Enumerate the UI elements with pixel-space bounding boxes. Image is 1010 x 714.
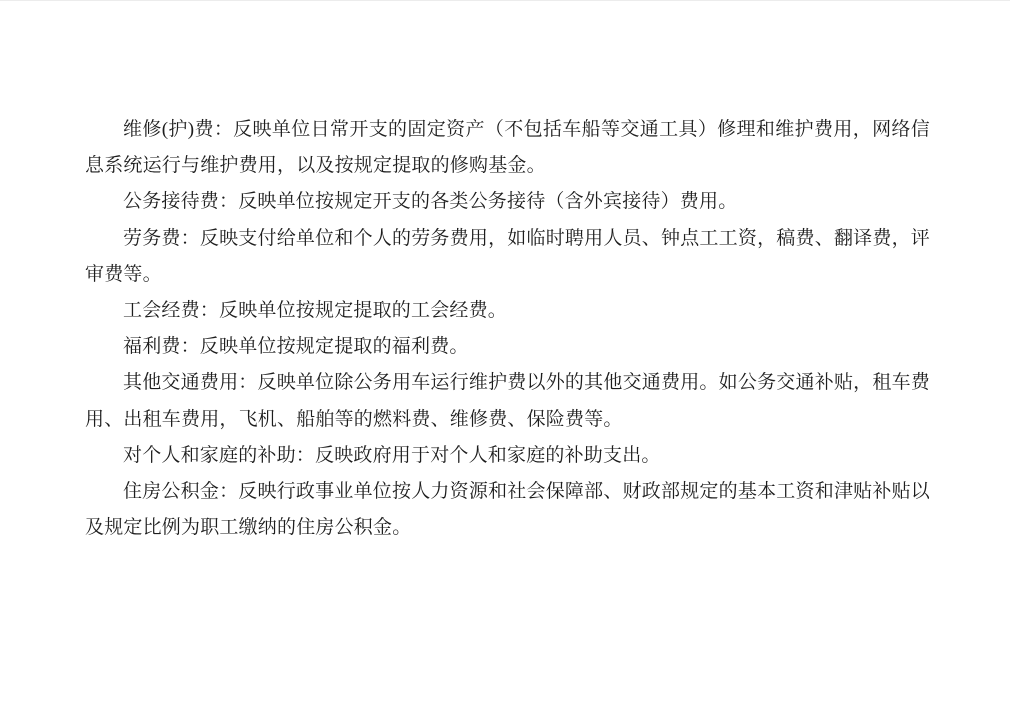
paragraph-maintenance-fee: 维修(护)费：反映单位日常开支的固定资产（不包括车船等交通工具）修理和维护费用，网络信息系统运行与维护费用，以及按规定提取的修购基金。 bbox=[85, 119, 930, 177]
paragraph-welfare-fee: 福利费：反映单位按规定提取的福利费。 bbox=[123, 336, 469, 358]
paragraph-union-funds: 工会经费：反映单位按规定提取的工会经费。 bbox=[123, 300, 508, 322]
paragraph-official-reception-fee: 公务接待费：反映单位按规定开支的各类公务接待（含外宾接待）费用。 bbox=[123, 191, 738, 213]
paragraph-other-transport-fee: 其他交通费用：反映单位除公务用车运行维护费以外的其他交通费用。如公务交通补贴，租车费用、出租车费用，飞机、船舶等的燃料费、维修费、保险费等。 bbox=[85, 372, 930, 430]
document-text-block bbox=[85, 112, 930, 546]
paragraph-individual-family-subsidy: 对个人和家庭的补助：反映政府用于对个人和家庭的补助支出。 bbox=[123, 444, 661, 466]
paragraph-labor-service-fee: 劳务费：反映支付给单位和个人的劳务费用，如临时聘用人员、钟点工工资，稿费、翻译费，评审费等。 bbox=[85, 227, 930, 285]
paragraph-housing-provident-fund: 住房公积金：反映行政事业单位按人力资源和社会保障部、财政部规定的基本工资和津贴补贴以及规定比例为职工缴纳的住房公积金。 bbox=[85, 481, 930, 539]
